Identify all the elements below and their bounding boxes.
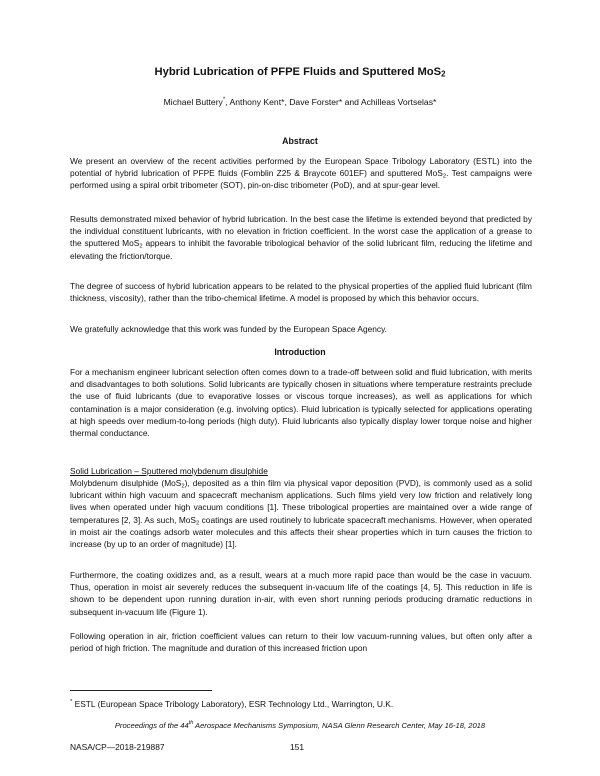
page-number: 151 (290, 742, 304, 752)
author-affiliation-mark: * (222, 97, 226, 103)
intro-p2-subscript-2: 2 (196, 520, 200, 527)
abstract-p2-text-end: appears to inhibit the favorable tribological behavior of the solid lubricant film, reducing the lifetime and elevating the friction/torque. (70, 238, 532, 261)
footnote (70, 699, 393, 709)
abstract-paragraph-2 (70, 213, 532, 262)
author-others: , Anthony Kent*, Dave Forster* and Achilleas Vortselas* (225, 97, 437, 107)
abstract-paragraph-3: The degree of success of hybrid lubrication appears to be related to the physical properties of the applied fluid lubricant (film thickness, viscosity), rather than the tribo-chemical lifetime. A model is proposed by which this behavior occurs. (70, 281, 532, 304)
intro-p2-subscript-1: 2 (181, 483, 185, 490)
footnote-text: ESTL (European Space Tribology Laboratory), ESR Technology Ltd., Warrington, U.K. (72, 699, 394, 709)
footnote-rule (70, 690, 212, 691)
title-subscript: 2 (441, 69, 446, 79)
proceedings-text-b: Aerospace Mechanisms Symposium, NASA Glenn Research Center, May 16-18, 2018 (193, 721, 486, 730)
proceedings-superscript: th (188, 720, 194, 726)
abstract-p1-text-end: . Test campaigns were performed using a spiral orbit tribometer (SOT), pin-on-disc tribometer (PoD), and at spur-gear level. (70, 168, 533, 191)
introduction-heading: Introduction (274, 347, 326, 357)
introduction-paragraph-2 (70, 477, 532, 550)
proceedings-line (0, 721, 600, 730)
footnote-mark: * (70, 699, 73, 705)
abstract-p2-text: Results demonstrated mixed behavior of hybrid lubrication. In the best case the lifetime is extended beyond that predicted by the individual constituent lubricants, with no elevation in friction coefficient. In the worst case the application of a grease to the sputtered MoS (70, 214, 532, 249)
intro-p2-text-a: Molybdenum disulphide (MoS (70, 478, 182, 488)
introduction-paragraph-1: For a mechanism engineer lubricant selection often comes down to a trade-off between solid and fluid lubrication, with merits and disadvantages to both solutions. Solid lubricants are typically chosen in situations where temperature restraints preclude the use of fluid lubricants (due to evaporative losses or viscous torque increases), as well as applications for which contamination is a major consideration (e.g. involving optics). Fluid lubrication is typically selected for applications operating at high speeds over medium-to-long periods (high duty). Fluid lubricants also typically display lower torque noise and higher thermal conductance. (70, 367, 532, 439)
document-id: NASA/CP—2018-219887 (70, 742, 165, 752)
abstract-paragraph-4: We gratefully acknowledge that this work was funded by the European Space Agency. (70, 324, 387, 334)
abstract-p1-text: We present an overview of the recent activities performed by the European Space Tribology Laboratory (ESTL) into the potential of hybrid lubrication of PFPE fluids (Fomblin Z25 & Braycote 601EF) and sputtered MoS (70, 156, 532, 179)
proceedings-text-a: Proceedings of the 44 (114, 721, 189, 730)
intro-p2-text-b: ), deposited as a thin film via physical vapor deposition (PVD), is commonly used as a solid lubricant within high vacuum and spacecraft mechanism applications. Such films yield very low friction and relatively long lives when operated under high vacuum conditions [1]. These tribological properties are maintained over a wide range of temperatures [2, 3]. As such, MoS (70, 478, 532, 525)
abstract-heading: Abstract (282, 136, 318, 146)
title-text: Hybrid Lubrication of PFPE Fluids and Sputtered MoS (154, 66, 442, 78)
introduction-paragraph-4: Following operation in air, friction coefficient values can return to their low vacuum-running values, but often only after a period of high friction. The magnitude and duration of this increased friction upon (70, 631, 532, 654)
introduction-paragraph-3: Furthermore, the coating oxidizes and, as a result, wears at a much more rapid pace than would be the case in vacuum. Thus, operation in moist air severely reduces the subsequent in-vacuum life of the coatings [4, 5]. This reduction in life is shown to be dependent upon running duration in-air, with even short running periods producing dramatic reductions in subsequent in-vacuum life (Figure 1). (70, 570, 532, 617)
abstract-paragraph-1 (70, 155, 532, 192)
author-first: Michael Buttery (163, 97, 223, 107)
abstract-p2-subscript: 2 (139, 243, 143, 250)
intro-p2-text-c: coatings are used routinely to lubricate spacecraft mechanisms. However, when operated in moist air the coatings adsorb water molecules and this affects their shear properties which in turn causes the friction to increase (by up to an order of magnitude) [1]. (70, 514, 532, 550)
paper-title (0, 66, 600, 78)
author-list (0, 97, 600, 107)
abstract-p1-subscript: 2 (442, 173, 447, 180)
section-subheading: Solid Lubrication – Sputtered molybdenum disulphide (70, 466, 268, 476)
